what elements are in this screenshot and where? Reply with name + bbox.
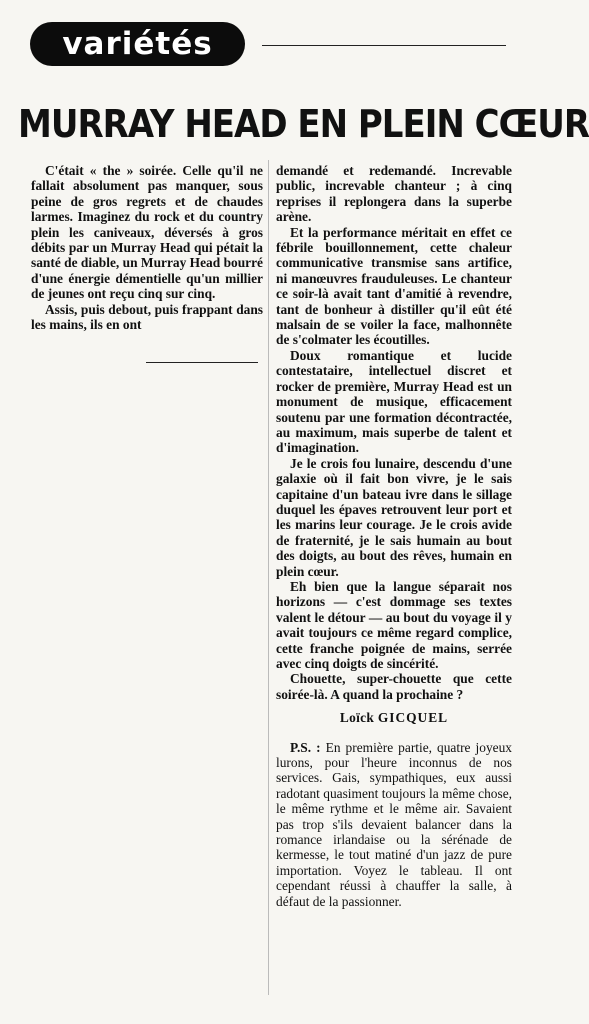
- section-rubric: [30, 22, 245, 66]
- postscript: [276, 740, 512, 909]
- rubric-rule: [262, 45, 506, 46]
- paragraph: Chouette, super-chouette que cette soirée-là. A quand la prochaine ?: [276, 671, 512, 702]
- paragraph: Je le crois fou lunaire, descendu d'une galaxie où il fait bon vivre, je le sais capitaine d'un bateau ivre dans le sillage duquel les épaves retrouvent leur port et les marins leur courage. Je le crois avide de fraternité, je le sais humain au bout des doigts, au bout des rêves, humain en plein cœur.: [276, 455, 512, 579]
- article-column-right: [276, 163, 512, 909]
- article-headline: MURRAY HEAD EN PLEIN CŒUR: [18, 102, 589, 148]
- column-end-rule: [146, 362, 258, 363]
- ps-text: En première partie, quatre joyeux lurons, pour l'heure inconnus de nos services. Gais, sympathiques, eux aussi radotant quasiment toujours la même chose, le même rythme et le même air. Savaient pas trop s'ils devaient balancer dans la romance irlandaise ou la sérénade de kermesse, le tout matiné d'un jazz de pure importation. Voyez le tableau. Il ont cependant réussi à chauffer la salle, à défaut de la passionner.: [276, 739, 512, 909]
- paragraph: Eh bien que la langue séparait nos horizons — c'est dommage ses textes valent le détour — au bout du voyage il y avait toujours ce même regard complice, cette franche poignée de mains, serrée avec cinq doigts de sincérité.: [276, 578, 512, 671]
- paragraph: demandé et redemandé. Increvable public, increvable chanteur ; à cinq reprises il replongera dans la superbe arène.: [276, 163, 512, 225]
- paragraph: C'était « the » soirée. Celle qu'il ne fallait absolument pas manquer, sous peine de gros regrets et de chaudes larmes. Imaginez du rock et du country plein les caniveaux, déversés à gros débits par un Murray Head qui pétait la santé de diable, un Murray Head bourré d'une énergie démentielle qu'un millier de jeunes ont reçu cinq sur cinq.: [31, 163, 263, 302]
- column-rule: [268, 160, 269, 995]
- article-column-left: [31, 163, 263, 332]
- rubric-label: variétés: [62, 25, 213, 62]
- paragraph: Et la performance méritait en effet ce fébrile bouillonnement, cette chaleur communicative transmise sans artifice, ni manœuvres frauduleuses. Le chanteur ce soir-là avait tant d'amitié à revendre, tant de bonheur à distiller qu'il eût été malsain de se voiler la face, malhonnête de s'colmater les écoutilles.: [276, 224, 512, 348]
- author-first-name: Loïck: [339, 710, 375, 726]
- ps-label: P.S. :: [290, 739, 321, 755]
- paragraph: Assis, puis debout, puis frappant dans les mains, ils en ont: [31, 301, 263, 333]
- author-signature: [276, 710, 512, 725]
- author-last-name: GICQUEL: [377, 710, 449, 726]
- paragraph: Doux romantique et lucide contestataire, intellectuel discret et rocker de première, Murray Head est un monument de musique, efficacement soutenu par une formation décontractée, au maximum, mais superbe de talent et d'imagination.: [276, 347, 512, 456]
